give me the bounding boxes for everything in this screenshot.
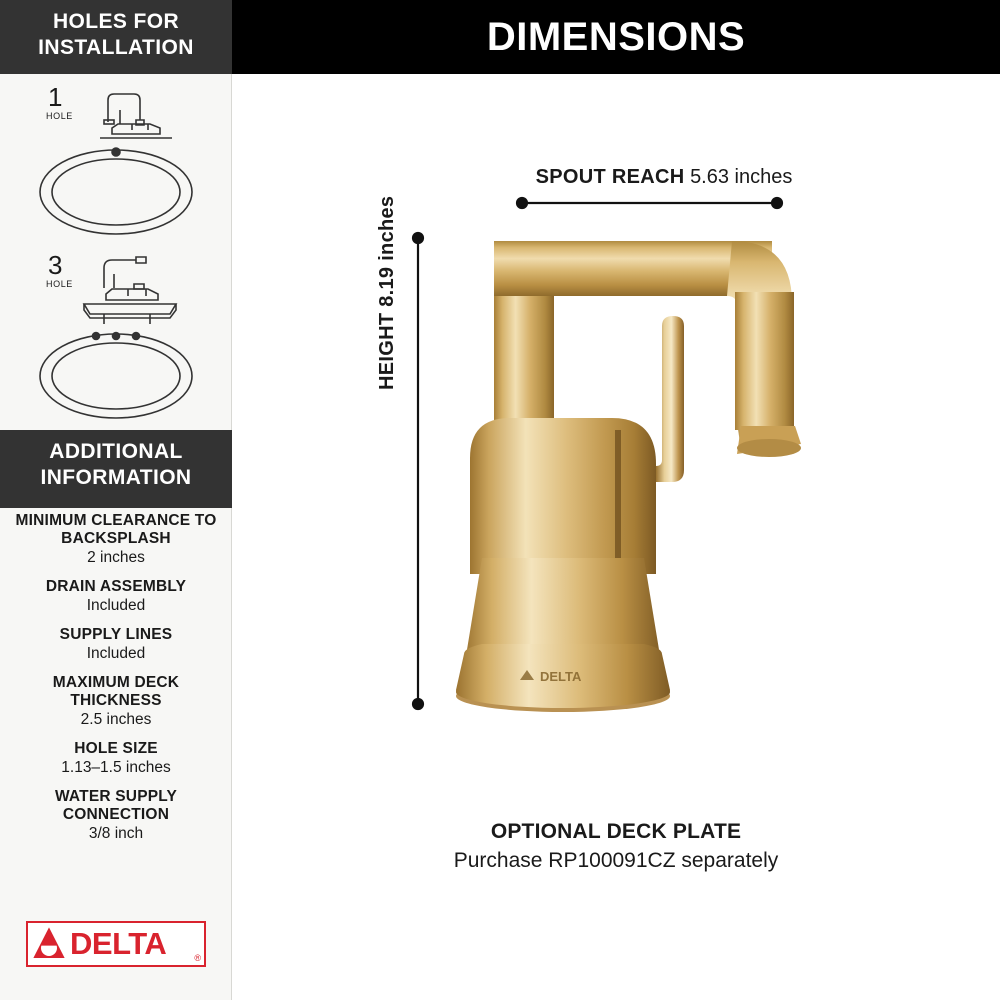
- info-item: [0, 626, 232, 663]
- three-hole-faucet-drawing: [0, 248, 232, 433]
- optional-deck-plate-caption: [232, 818, 1000, 876]
- additional-header-line2: INFORMATION: [40, 466, 192, 489]
- caption-title: OPTIONAL DECK PLATE: [490, 820, 742, 843]
- faucet-illustration: [456, 241, 801, 712]
- caption-subtitle: Purchase RP100091CZ separately: [453, 849, 779, 872]
- info-value: 2.5 inches: [80, 711, 152, 728]
- spout-reach-dimension-line: [517, 198, 782, 208]
- main-panel: [232, 0, 1000, 1000]
- spout-reach-value: 5.63 inches: [690, 166, 793, 188]
- info-title: SUPPLY LINES: [59, 626, 173, 643]
- spout-reach-label: SPOUT REACH: [535, 166, 685, 188]
- info-value: 3/8 inch: [88, 825, 144, 842]
- info-value: 1.13–1.5 inches: [61, 759, 171, 776]
- single-hole-faucet-drawing: [0, 80, 232, 250]
- additional-information-list: [0, 512, 232, 854]
- info-value: Included: [86, 645, 146, 662]
- holes-for-installation-header: [0, 0, 232, 74]
- dimensions-header: [232, 0, 1000, 74]
- holes-header-line1: HOLES FOR: [52, 10, 180, 33]
- hole-option-3-label: HOLE: [46, 279, 73, 289]
- logo-wordmark: DELTA: [70, 926, 167, 961]
- info-item: [0, 788, 232, 843]
- hole-option-3-count: 3: [48, 250, 63, 280]
- info-title: WATER SUPPLY CONNECTION: [54, 788, 178, 823]
- page-title: DIMENSIONS: [486, 14, 746, 59]
- height-dimension-line: [413, 233, 423, 709]
- faucet-dimension-drawing: [232, 78, 1000, 818]
- info-title: DRAIN ASSEMBLY: [45, 578, 187, 595]
- sidebar: [0, 0, 232, 1000]
- info-item: [0, 578, 232, 615]
- info-title: HOLE SIZE: [74, 740, 158, 757]
- info-title: MAXIMUM DECK THICKNESS: [52, 674, 180, 709]
- additional-information-header: [0, 430, 232, 508]
- additional-header-line1: ADDITIONAL: [49, 440, 183, 463]
- info-value: Included: [86, 597, 146, 614]
- height-annotation: HEIGHT 8.19 inches: [376, 195, 398, 390]
- info-title: MINIMUM CLEARANCE TO BACKSPLASH: [15, 512, 217, 547]
- hole-option-1-count: 1: [48, 82, 63, 112]
- info-item: [0, 512, 232, 567]
- faucet-brand-text: DELTA: [540, 669, 582, 684]
- info-item: [0, 674, 232, 729]
- holes-header-line2: INSTALLATION: [38, 36, 194, 59]
- info-item: [0, 740, 232, 777]
- logo-registered-mark: ®: [194, 953, 201, 963]
- delta-logo: [26, 921, 206, 967]
- holes-diagrams: [0, 74, 232, 430]
- hole-option-1-label: HOLE: [46, 111, 73, 121]
- info-value: 2 inches: [87, 549, 145, 566]
